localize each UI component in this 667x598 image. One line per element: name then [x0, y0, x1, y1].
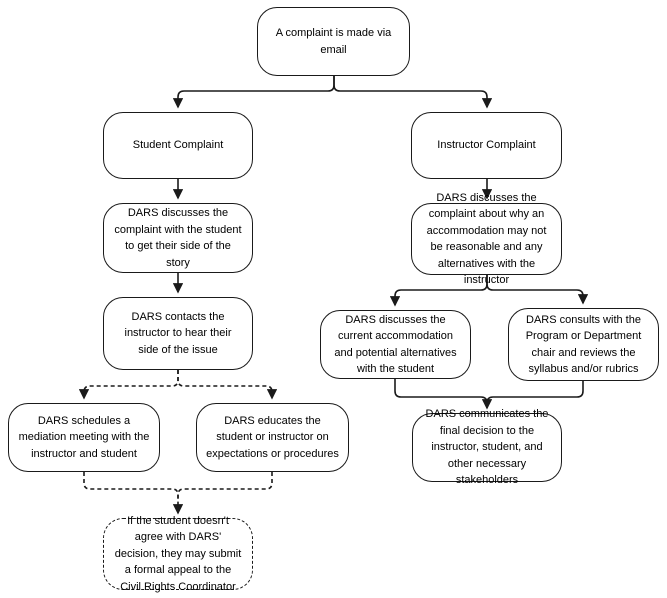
edge-contacts-educates: [178, 370, 272, 398]
node-dars-consults-chair: [508, 308, 659, 381]
edge-chair-decision: [487, 381, 583, 405]
node-dars-contacts-instructor-label: DARS contacts the instructor to hear their side of the issue: [124, 310, 232, 356]
edge-email-instructor: [334, 76, 487, 107]
node-instructor-complaint: [411, 112, 562, 179]
node-formal-appeal-label: If the student doesn't agree with DARS' decision, they may submit a formal appeal to the Civil Rights Coordinator: [114, 514, 242, 593]
edge-alternatives-decision: [395, 379, 487, 408]
node-dars-discusses-student: [103, 203, 253, 273]
node-dars-schedules-mediation-label: DARS schedules a mediation meeting with the instructor and student: [18, 414, 150, 460]
node-formal-appeal: [103, 514, 253, 593]
node-dars-communicates-decision: [412, 408, 562, 487]
node-dars-discusses-alternatives: [320, 310, 471, 379]
node-dars-educates: [196, 403, 349, 472]
node-dars-discusses-accommodation-label: DARS discusses the complaint about why an accommodation may not be reasonable and any alternatives with the instructor: [426, 191, 547, 286]
node-student-complaint: [103, 112, 253, 179]
node-dars-communicates-decision-label: DARS communicates the final decision to the instructor, student, and other necessary stakeholders: [425, 408, 549, 487]
node-dars-consults-chair-label: DARS consults with the Program or Department chair and reviews the syllabus and/or rubrics: [525, 313, 642, 375]
node-dars-discusses-accommodation: [411, 191, 562, 286]
node-student-complaint-label: Student Complaint: [132, 139, 224, 152]
edge-contacts-mediation: [84, 370, 178, 398]
node-dars-discusses-student-label: DARS discusses the complaint with the student to get their side of the story: [114, 207, 242, 269]
node-complaint-email-label: A complaint is made via email: [275, 27, 392, 56]
edge-email-student: [178, 76, 334, 107]
node-instructor-complaint-label: Instructor Complaint: [437, 139, 536, 152]
node-dars-educates-label: DARS educates the student or instructor on expectations or procedures: [206, 414, 339, 460]
node-dars-contacts-instructor: [103, 297, 253, 370]
edge-educates-appeal: [178, 472, 272, 500]
node-dars-discusses-alternatives-label: DARS discusses the current accommodation and potential alternatives with the student: [334, 313, 457, 375]
edge-mediation-appeal: [84, 472, 178, 513]
node-dars-schedules-mediation: [8, 403, 160, 472]
node-complaint-email: [257, 7, 410, 76]
